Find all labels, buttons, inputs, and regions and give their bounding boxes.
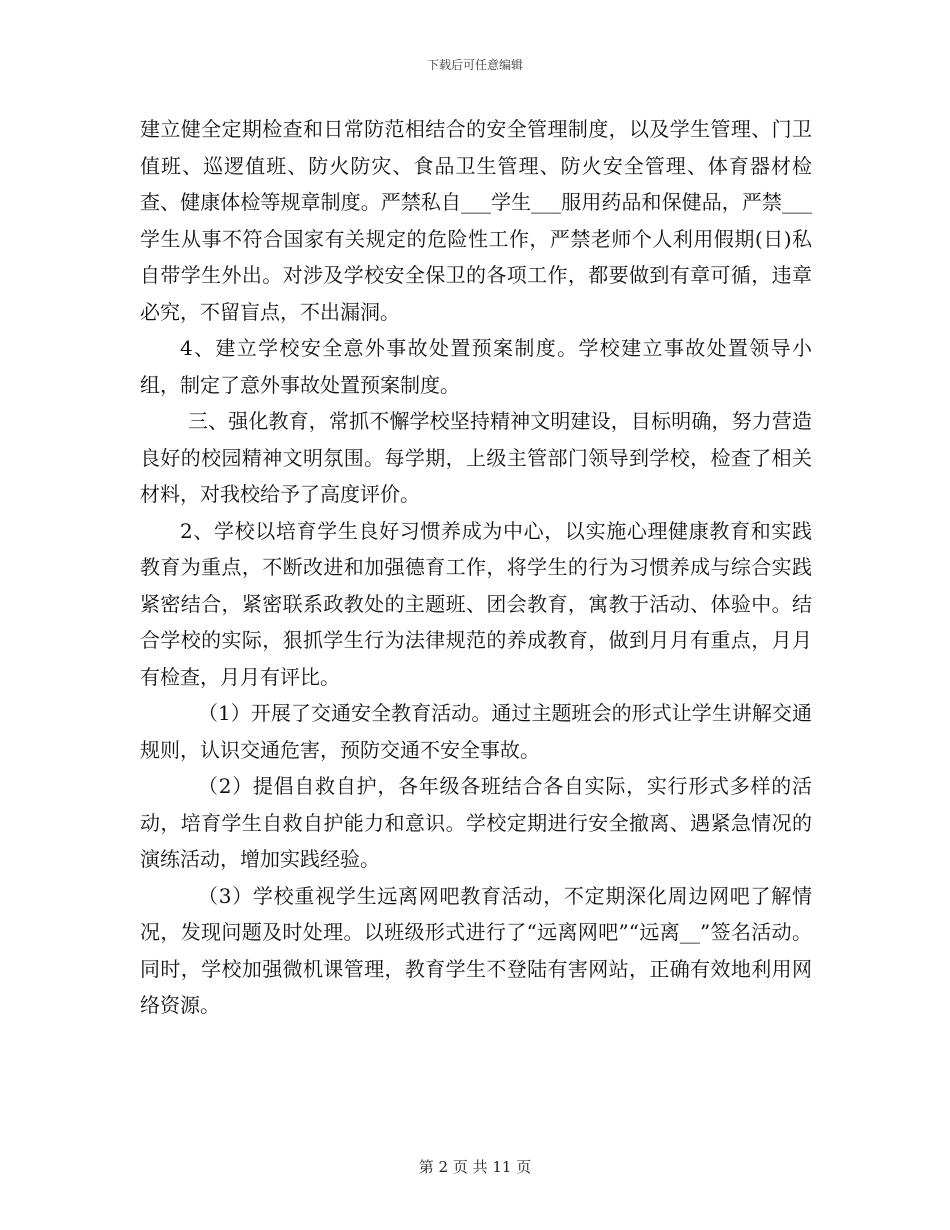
document-body	[140, 111, 812, 1024]
paragraph: 4、建立学校安全意外事故处置预案制度。学校建立事故处置领导小组，制定了意外事故处置预案制度。	[140, 336, 812, 397]
paragraph: 2、学校以培育学生良好习惯养成为中心，以实施心理健康教育和实践教育为重点，不断改进和加强德育工作，将学生的行为习惯养成与综合实践紧密结合，紧密联系政教处的主题班、团会教育，寓教于活动、体验中。结合学校的实际，狠抓学生行为法律规范的养成教育，做到月月有重点，月月有检查，月月有评比。	[140, 518, 812, 689]
paragraph: （1）开展了交通安全教育活动。通过主题班会的形式让学生讲解交通规则，认识交通危害，预防交通不安全事故。	[140, 701, 812, 762]
page-number: 第 2 页 共 11 页	[418, 1158, 532, 1176]
page-header-note: 下载后可任意编辑	[426, 58, 523, 72]
paragraph: （3）学校重视学生远离网吧教育活动，不定期深化周边网吧了解情况，发现问题及时处理。以班级形式进行了“远离网吧”“远离__”签名活动。同时，学校加强微机课管理，教育学生不登陆有害网站，正确有效地利用网络资源。	[140, 883, 812, 1017]
paragraph: 三、强化教育，常抓不懈学校坚持精神文明建设，目标明确，努力营造良好的校园精神文明氛围。每学期，上级主管部门领导到学校，检查了相关材料，对我校给予了高度评价。	[140, 409, 812, 506]
paragraph: （2）提倡自救自护，各年级各班结合各自实际，实行形式多样的活动，培育学生自救自护能力和意识。学校定期进行安全撤离、遇紧急情况的演练活动，增加实践经验。	[140, 774, 812, 871]
paragraph: 建立健全定期检查和日常防范相结合的安全管理制度，以及学生管理、门卫值班、巡逻值班、防火防灾、食品卫生管理、防火安全管理、体育器材检查、健康体检等规章制度。严禁私自___学生___服用药品和保健品，严禁___学生从事不符合国家有关规定的危险性工作，严禁老师个人利用假期(日)私自带学生外出。对涉及学校安全保卫的各项工作，都要做到有章可循，违章必究，不留盲点，不出漏洞。	[140, 117, 812, 324]
